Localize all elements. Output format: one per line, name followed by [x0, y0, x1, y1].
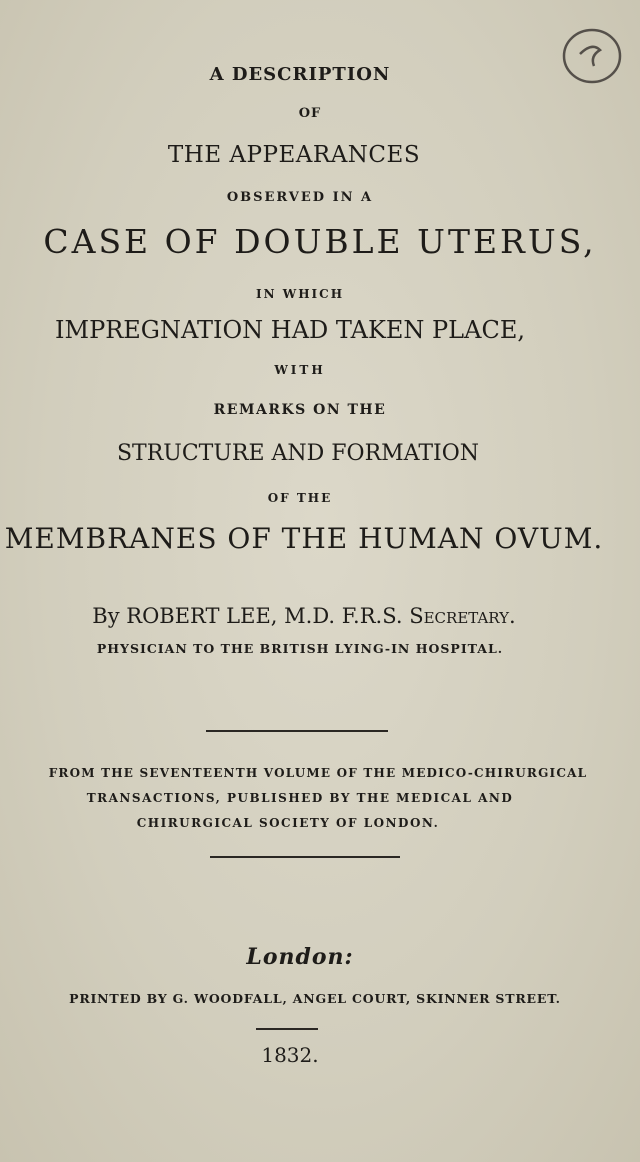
author-line [0, 606, 608, 627]
divider-rule-2 [210, 856, 400, 858]
title-a-description: A DESCRIPTION [209, 64, 391, 85]
title-the-appearances: THE APPEARANCES [167, 142, 421, 168]
title-observed-in-a: OBSERVED IN A [226, 190, 374, 205]
title-membranes-human-ovum: MEMBRANES OF THE HUMAN OVUM. [4, 522, 604, 555]
title-of-the: OF THE [267, 491, 333, 505]
imprint-year: 1832. [261, 1043, 319, 1067]
source-line-2: TRANSACTIONS, PUBLISHED BY THE MEDICAL AND [86, 791, 514, 805]
author-name: ROBERT LEE, M.D. F.R.S. [126, 604, 403, 628]
imprint-city: London: [246, 944, 354, 970]
divider-rule-3 [256, 1028, 318, 1030]
title-case-of-double-uterus: CASE OF DOUBLE UTERUS, [43, 222, 597, 261]
divider-rule-1 [206, 730, 388, 732]
author-by: By [92, 604, 120, 628]
imprint-printer: PRINTED BY G. WOODFALL, ANGEL COURT, SKINNER STREET. [69, 991, 561, 1006]
source-line-3: CHIRURGICAL SOCIETY OF LONDON. [136, 816, 440, 830]
title-remarks-on-the: REMARKS ON THE [213, 402, 387, 418]
author-role: Secretary. [409, 604, 516, 628]
title-of-1: OF [298, 106, 322, 121]
title-impregnation: IMPREGNATION HAD TAKEN PLACE, [55, 316, 525, 344]
title-in-which: IN WHICH [255, 287, 345, 301]
title-structure-and-formation: STRUCTURE AND FORMATION [116, 441, 479, 466]
author-position: PHYSICIAN TO THE BRITISH LYING-IN HOSPITAL. [96, 641, 504, 656]
title-with: WITH [274, 363, 326, 377]
source-line-1: FROM THE SEVENTEENTH VOLUME OF THE MEDICO-CHIRURGICAL [48, 766, 588, 780]
